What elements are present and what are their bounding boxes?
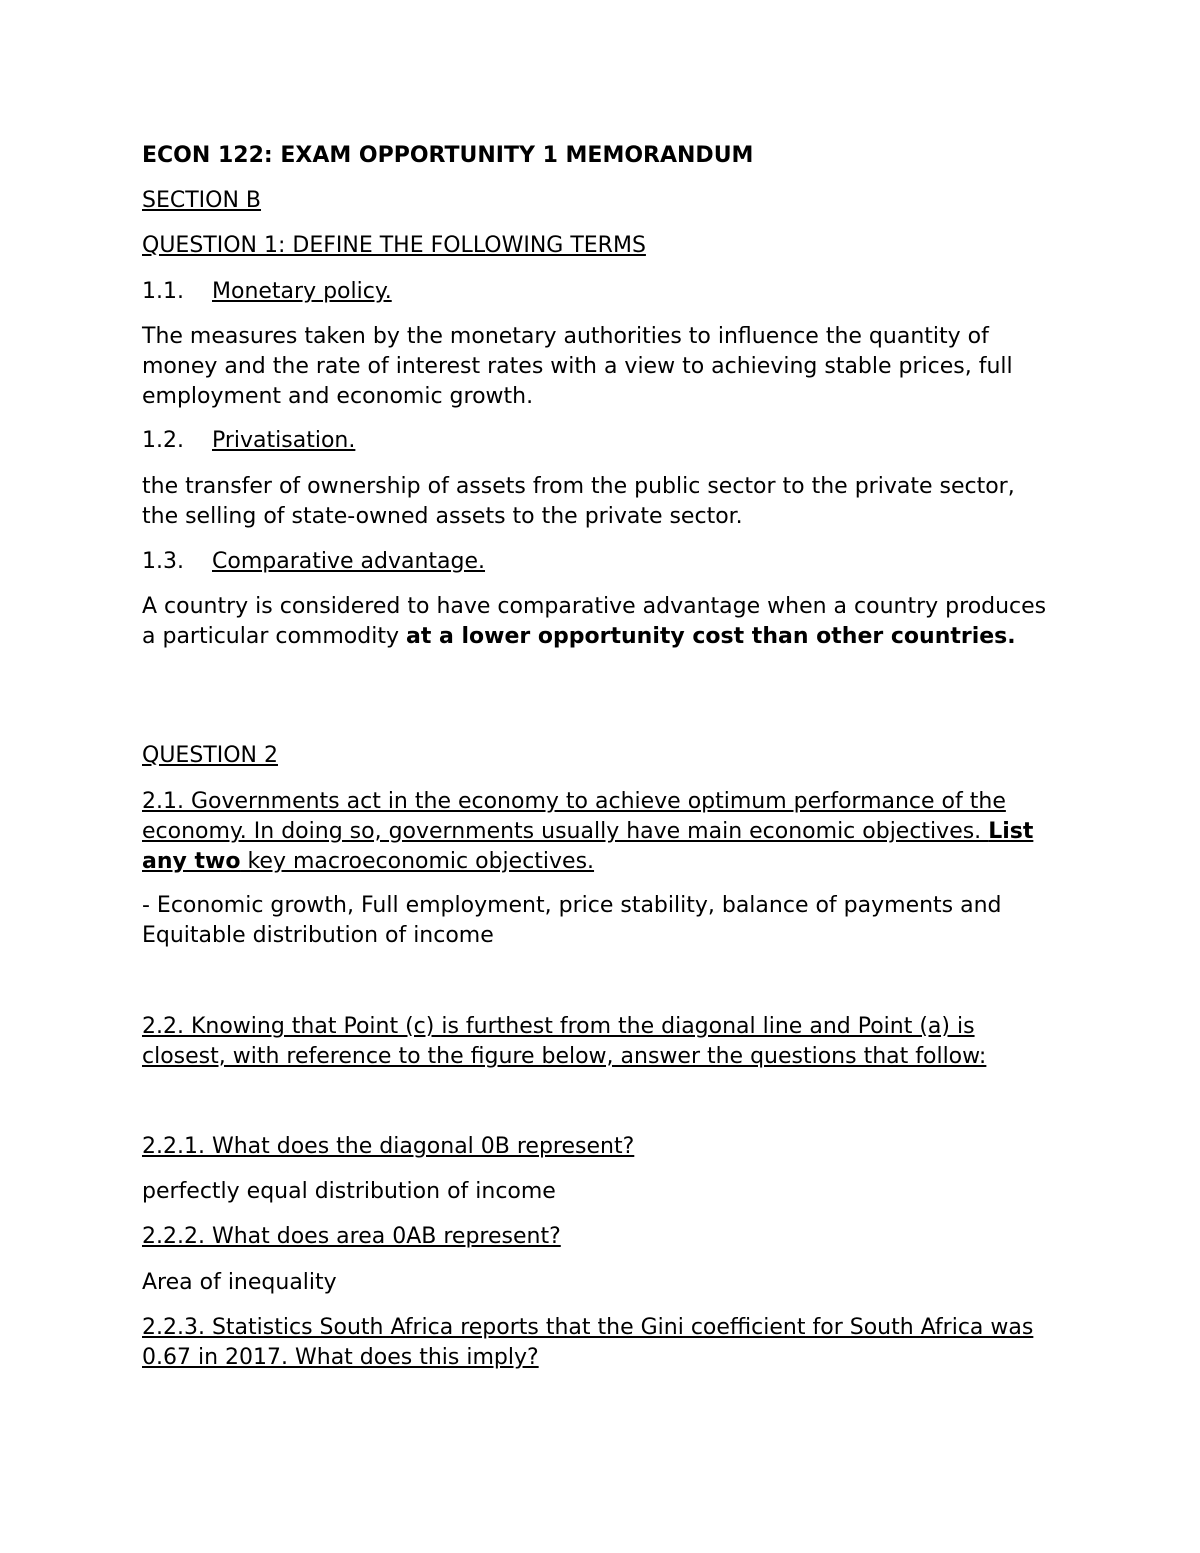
question-emphasis: List any two xyxy=(142,819,1034,874)
answer-2-1: - Economic growth, Full employment, price stability, balance of payments and Equitable distribution of income xyxy=(142,893,1002,948)
answer-1-1: The measures taken by the monetary authorities to influence the quantity of money and the rate of interest rates with a view to achieving stable prices, full employment and economic growth. xyxy=(142,324,1013,409)
term-label: Privatisation. xyxy=(212,428,356,453)
term-label: Comparative advantage. xyxy=(212,549,486,574)
question-2-2-2: 2.2.2. What does area 0AB represent? xyxy=(142,1224,561,1249)
term-label: Monetary policy. xyxy=(212,279,392,304)
question-2-heading: QUESTION 2 xyxy=(142,743,278,768)
question-text: key macroeconomic objectives. xyxy=(240,849,595,874)
answer-1-2: the transfer of ownership of assets from the public sector to the private sector, the selling of state-owned assets to the private sector. xyxy=(142,474,1015,529)
answer-1-3 xyxy=(142,592,1057,652)
answer-2-2-2: Area of inequality xyxy=(142,1270,337,1295)
term-number: 1.2. xyxy=(142,428,184,453)
term-number: 1.3. xyxy=(142,549,184,574)
answer-emphasis: at a lower opportunity cost than other countries. xyxy=(405,624,1016,649)
term-1-3 xyxy=(142,547,1062,577)
document-title: ECON 122: EXAM OPPORTUNITY 1 MEMORANDUM xyxy=(142,143,754,168)
question-2-2: 2.2. Knowing that Point (c) is furthest from the diagonal line and Point (a) is closest, with reference to the figure below, answer the questions that follow: xyxy=(142,1014,987,1069)
term-number: 1.1. xyxy=(142,279,184,304)
question-2-1 xyxy=(142,787,1037,877)
answer-text: A country is considered to have comparative advantage when a country produces a particular commodity xyxy=(142,594,1047,649)
term-1-1 xyxy=(142,277,1062,307)
question-2-2-3: 2.2.3. Statistics South Africa reports that the Gini coefficient for South Africa was 0.67 in 2017. What does this imply? xyxy=(142,1315,1034,1370)
term-1-2 xyxy=(142,426,1062,456)
question-text: 2.1. Governments act in the economy to achieve optimum performance of the economy. In doing so, governments usually have main economic objectives. xyxy=(142,789,1006,844)
question-1-heading: QUESTION 1: DEFINE THE FOLLOWING TERMS xyxy=(142,233,646,258)
question-2-2-1: 2.2.1. What does the diagonal 0B represent? xyxy=(142,1134,635,1159)
answer-2-2-1: perfectly equal distribution of income xyxy=(142,1179,556,1204)
section-heading: SECTION B xyxy=(142,188,262,213)
